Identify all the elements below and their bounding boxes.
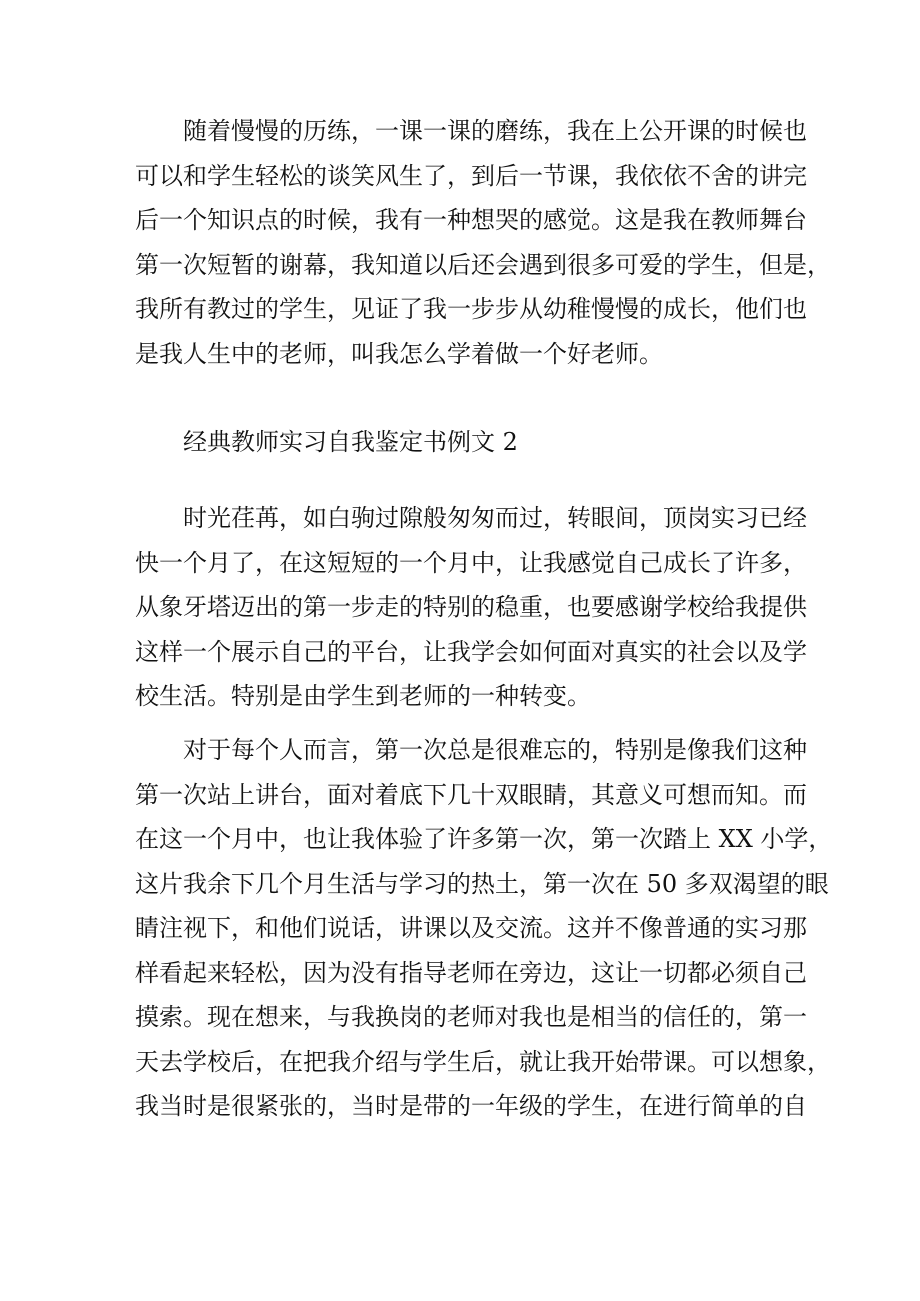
paragraph-3-line-5: 睛注视下，和他们说话，讲课以及交流。这并不像普通的实习那 [135, 914, 807, 942]
paragraph-3-line-6: 样看起来轻松，因为没有指导老师在旁边，这让一切都必须自己 [135, 958, 807, 987]
paragraph-1 [135, 109, 831, 376]
paragraph-2-line-2: 快一个月了，在这短短的一个月中，让我感觉自己成长了许多， [135, 548, 807, 577]
section-heading: 经典教师实习自我鉴定书例文 2 [183, 428, 518, 456]
paragraph-3-line-4: 这片我余下几个月生活与学习的热土，第一次在 50 多双渴望的眼 [135, 869, 829, 898]
paragraph-1-line-5: 我所有教过的学生，见证了我一步步从幼稚慢慢的成长，他们也 [135, 295, 807, 323]
paragraph-3-line-2: 第一次站上讲台，面对着底下几十双眼睛，其意义可想而知。而 [135, 780, 807, 809]
paragraph-1-line-1: 随着慢慢的历练，一课一课的磨练，我在上公开课的时候也 [183, 117, 807, 145]
paragraph-1-line-4: 第一次短暂的谢幕，我知道以后还会遇到很多可爱的学生，但是， [135, 250, 831, 279]
paragraph-2 [135, 496, 807, 719]
paragraph-3-line-9: 我当时是很紧张的，当时是带的一年级的学生，在进行简单的自 [135, 1092, 807, 1120]
paragraph-3-line-1: 对于每个人而言，第一次总是很难忘的，特别是像我们这种 [183, 736, 807, 764]
paragraph-3-line-8: 天去学校后，在把我介绍与学生后，就让我开始带课。可以想象， [135, 1047, 831, 1076]
paragraph-1-line-3: 后一个知识点的时候，我有一种想哭的感觉。这是我在教师舞台 [135, 206, 807, 234]
paragraph-2-line-1: 时光荏苒，如白驹过隙般匆匆而过，转眼间，顶岗实习已经 [183, 504, 807, 532]
paragraph-3 [135, 728, 833, 1129]
paragraph-1-line-6: 是我人生中的老师，叫我怎么学着做一个好老师。 [135, 339, 663, 368]
paragraph-2-line-3: 从象牙塔迈出的第一步走的特别的稳重，也要感谢学校给我提供 [135, 593, 807, 621]
paragraph-2-line-4: 这样一个展示自己的平台，让我学会如何面对真实的社会以及学 [135, 637, 807, 666]
paragraph-3-line-7: 摸索。现在想来，与我换岗的老师对我也是相当的信任的，第一 [135, 1003, 807, 1031]
paragraph-3-line-3: 在这一个月中，也让我体验了许多第一次，第一次踏上 XX 小学， [135, 825, 833, 853]
paragraph-2-line-5: 校生活。特别是由学生到老师的一种转变。 [135, 682, 591, 710]
paragraph-1-line-2: 可以和学生轻松的谈笑风生了，到后一节课，我依依不舍的讲完 [135, 161, 807, 190]
